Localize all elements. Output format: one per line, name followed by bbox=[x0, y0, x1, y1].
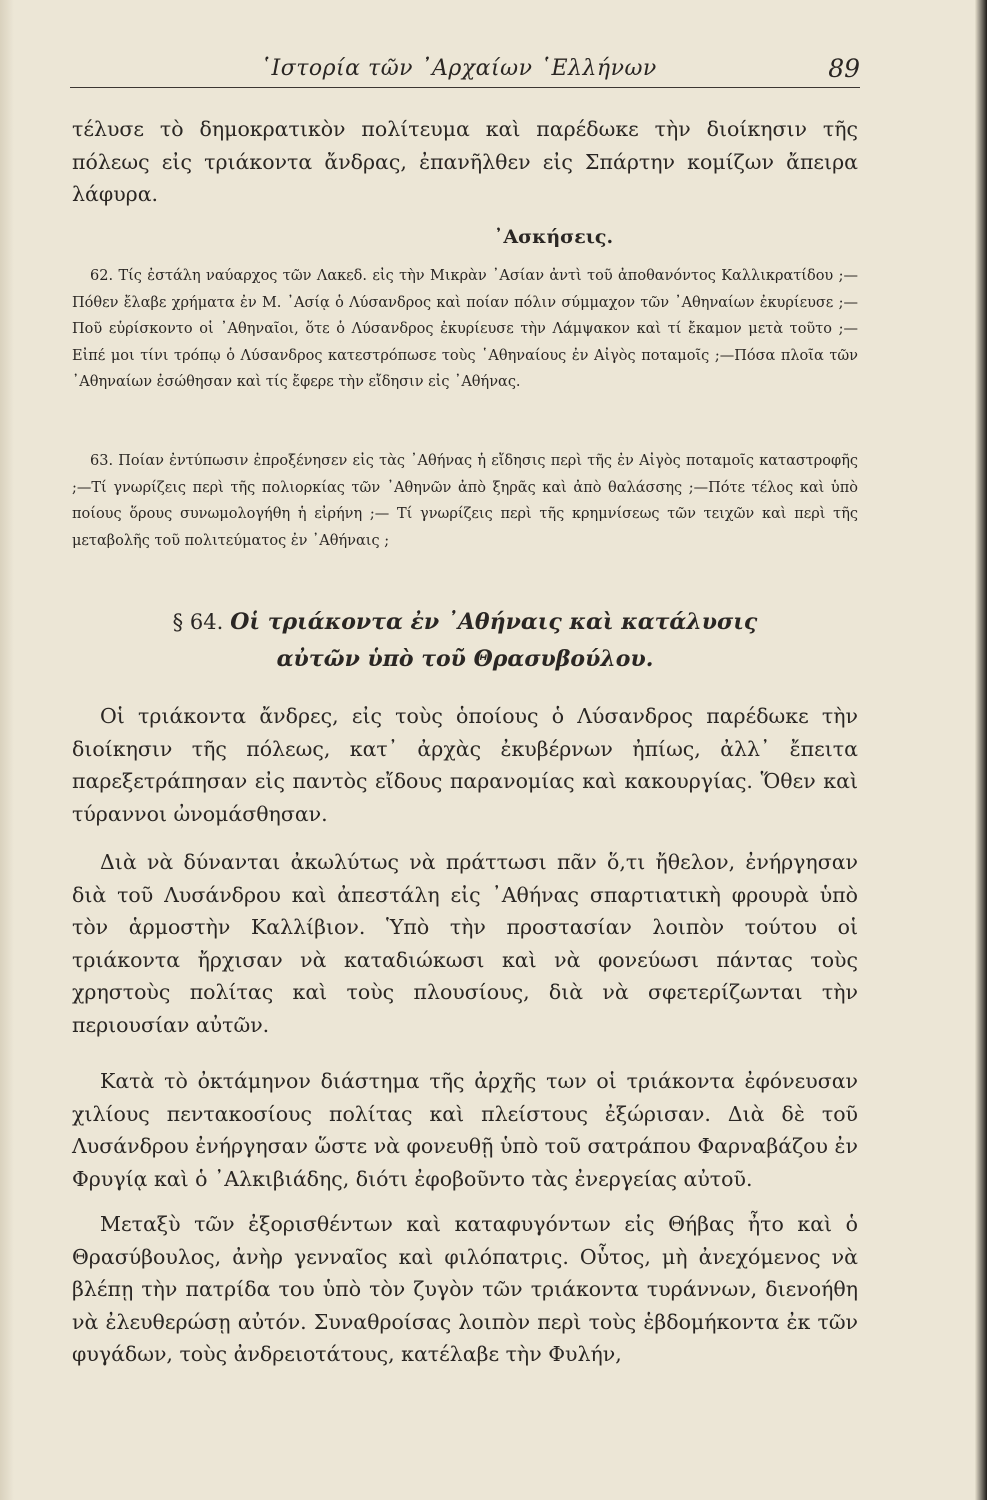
exercise-62 bbox=[72, 263, 858, 396]
section-title-line2: αὐτῶν ὑπὸ τοῦ Θρασυβούλου. bbox=[276, 646, 654, 672]
page-edge-shadow bbox=[975, 0, 987, 1500]
running-title: ῾Ιστορία τῶν ᾿Αρχαίων ῾Ελλήνων bbox=[260, 56, 657, 81]
page-header bbox=[70, 52, 860, 92]
section-title-line1: Οἱ τριάκοντα ἐν ᾿Αθήναις καὶ κατάλυσις bbox=[230, 609, 758, 635]
exercise-63 bbox=[72, 448, 858, 554]
paragraph-1 bbox=[72, 700, 858, 830]
paragraph-text: Μεταξὺ τῶν ἐξορισθέντων καὶ καταφυγόντων εἰς Θήβας ἦτο καὶ ὁ Θρασύβουλος, ἀνὴρ γενναῖος καὶ φιλόπατρις. Οὗτος, μὴ ἀνεχόμενος νὰ βλέπῃ τὴν πατρίδα του ὑπὸ τὸν ζυγὸν τῶν τριάκοντα τυράννων, διενοήθη νὰ ἐλευθερώσῃ αὐτόν. Συναθροίσας λοιπὸν περὶ τοὺς ἑβδομήκοντα ἐκ τῶν φυγάδων, τοὺς ἀνδρειοτάτους, κατέλαβε τὴν Φυλήν, bbox=[72, 1212, 858, 1366]
paragraph-3 bbox=[72, 1065, 858, 1195]
exercise-number: 63. bbox=[90, 453, 114, 469]
page-number: 89 bbox=[828, 54, 860, 83]
paragraph-text: Οἱ τριάκοντα ἄνδρες, εἰς τοὺς ὁποίους ὁ Λύσανδρος παρέδωκε τὴν διοίκησιν τῆς πόλεως, κατ᾿ ἀρχὰς ἐκυβέρνων ἠπίως, ἀλλ᾿ ἔπειτα παρεξετράπησαν εἰς παντὸς εἴδους παρανομίας καὶ κακουργίας. Ὅθεν καὶ τύραννοι ὠνομάσθησαν. bbox=[72, 704, 858, 826]
paragraph-2 bbox=[72, 846, 858, 1041]
paragraph-4 bbox=[72, 1208, 858, 1371]
header-rule bbox=[70, 87, 860, 88]
paragraph-text: Διὰ νὰ δύνανται ἀκωλύτως νὰ πράττωσι πᾶν ὅ,τι ἤθελον, ἐνήργησαν διὰ τοῦ Λυσάνδρου καὶ ἀπεστάλη εἰς ᾿Αθήνας σπαρτιατικὴ φρουρὰ ὑπὸ τὸν ἁρμοστὴν Καλλίβιον. Ὑπὸ τὴν προστασίαν λοιπὸν τούτου οἱ τριάκοντα ἤρχισαν νὰ καταδιώκωσι καὶ νὰ φονεύωσι πάντας τοὺς χρηστοὺς πολίτας καὶ τοὺς πλουσίους, διὰ νὰ σφετερίζωνται τὴν περιουσίαν αὐτῶν. bbox=[72, 850, 858, 1037]
page-gutter bbox=[0, 0, 14, 1500]
section-number: § 64. bbox=[172, 610, 224, 634]
exercise-text: Ποίαν ἐντύπωσιν ἐπροξένησεν εἰς τὰς ᾿Αθήνας ἡ εἴδησις περὶ τῆς ἐν Αἰγὸς ποταμοῖς καταστροφῆς ;—Τί γνωρίζεις περὶ τῆς πολιορκίας τῶν ᾿Αθηνῶν ἀπὸ ξηρᾶς καὶ ἀπὸ θαλάσσης ;—Πότε τέλος καὶ ὑπὸ ποίους ὅρους συνωμολογήθη ἡ εἰρήνη ;— Τί γνωρίζεις περὶ τῆς κρημνίσεως τῶν τειχῶν καὶ περὶ τῆς μεταβολῆς τοῦ πολιτεύματος ἐν ᾿Αθήναις ; bbox=[72, 453, 858, 549]
exercise-number: 62. bbox=[90, 268, 114, 284]
section-heading bbox=[72, 604, 858, 678]
exercises-heading: ᾿Ασκήσεις. bbox=[493, 226, 614, 248]
intro-paragraph: τέλυσε τὸ δημοκρατικὸν πολίτευμα καὶ παρέδωκε τὴν διοίκησιν τῆς πόλεως εἰς τριάκοντα ἄνδρας, ἐπανῆλθεν εἰς Σπάρτην κομίζων ἄπειρα λάφυρα. bbox=[72, 117, 858, 206]
paragraph-text: Κατὰ τὸ ὀκτάμηνον διάστημα τῆς ἀρχῆς των οἱ τριάκοντα ἐφόνευσαν χιλίους πεντακοσίους πολίτας καὶ πλείστους ἐξώρισαν. Διὰ δὲ τοῦ Λυσάνδρου ἐνήργησαν ὥστε νὰ φονευθῇ ὑπὸ τοῦ σατράπου Φαρναβάζου ἐν Φρυγίᾳ καὶ ὁ ᾿Αλκιβιάδης, διότι ἐφοβοῦντο τὰς ἐνεργείας αὐτοῦ. bbox=[72, 1069, 858, 1191]
exercise-text: Τίς ἐστάλη ναύαρχος τῶν Λακεδ. εἰς τὴν Μικρὰν ᾿Ασίαν ἀντὶ τοῦ ἀποθανόντος Καλλικρατίδου ;—Πόθεν ἔλαβε χρήματα ἐν Μ. ᾿Ασίᾳ ὁ Λύσανδρος καὶ ποίαν πόλιν σύμμαχον τῶν ᾿Αθηναίων ἐκυρίευσε ;—Ποῦ εὑρίσκοντο οἱ ᾿Αθηναῖοι, ὅτε ὁ Λύσανδρος ἐκυρίευσε τὴν Λάμψακον καὶ τί ἔκαμον μετὰ τοῦτο ;—Εἰπέ μοι τίνι τρόπῳ ὁ Λύσανδρος κατεστρόπωσε τοὺς ῾Αθηναίους ἐν Αἰγὸς ποταμοῖς ;—Πόσα πλοῖα τῶν ᾿Αθηναίων ἐσώθησαν καὶ τίς ἔφερε τὴν εἴδησιν εἰς ᾿Αθήνας. bbox=[72, 268, 859, 390]
